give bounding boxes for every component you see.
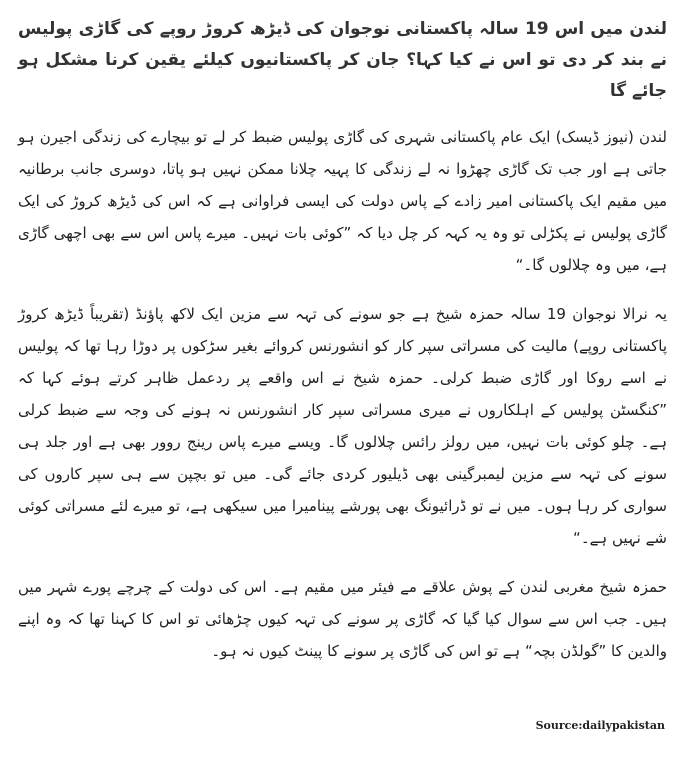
article-paragraph-3: حمزہ شیخ مغربی لندن کے پوش علاقے مے فیئر میں مقیم ہے۔ اس کی دولت کے چرچے پورے شہر میں ہیں۔ جب اس سے سوال کیا گیا کہ گاڑی پر سونے کی تہہ کیوں چڑھائی تو اس کا کہنا تھا کہ وہ اپنے والدین کا ”گولڈن بچہ“ ہے تو اس کی گاڑی پر سونے کا پینٹ کیوں نہ ہو۔ <box>18 578 667 660</box>
article-paragraph-1: لندن (نیوز ڈیسک) ایک عام پاکستانی شہری کی گاڑی پولیس ضبط کر لے تو بیچارے کی زندگی اجیرن ہو جاتی ہے اور جب تک گاڑی چھڑوا نہ لے زندگی کا پہیہ چلانا ممکن نہیں ہو پاتا، دوسری جانب برطانیہ میں مقیم ایک پاکستانی امیر زادے کے پاس دولت کی ایسی فراوانی ہے کہ اس کی ڈیڑھ کروڑ کی ایک گاڑی پولیس نے پکڑلی تو وہ یہ کہہ کر چل دیا کہ ”کوئی بات نہیں۔ میرے پاس اس سے بھی اچھی گاڑی ہے، میں وہ چلالوں گا۔“ <box>18 128 667 274</box>
source-credit: Source:dailypakistan <box>535 719 665 732</box>
article-paragraph-2: یہ نرالا نوجوان 19 سالہ حمزہ شیخ ہے جو سونے کی تہہ سے مزین ایک لاکھ پاﺅنڈ (تقریباً ڈیڑھ کروڑ پاکستانی روپے) مالیت کی مسراتی سپر کار کو انشورنس کروائے بغیر سڑکوں پر دوڑا رہا تھا کہ پولیس نے اسے روکا اور گاڑی ضبط کرلی۔ حمزہ شیخ نے اس واقعے پر ردعمل ظاہر کرتے ہوئے کہا کہ ”کنگسٹن پولیس کے اہلکاروں نے میری مسراتی سپر کار انشورنس نہ ہونے کی وجہ سے ضبط کرلی ہے۔ چلو کوئی بات نہیں، میں رولز رائس چلالوں گا۔ ویسے میرے پاس رینج روور بھی ہے اور جلد ہی سونے کی تہہ سے مزین لیمبرگینی بھی ڈیلیور کردی جائے گی۔ میں تو بچپن سے ہی سپر کاروں کی سواری کر رہا ہوں۔ میں نے تو ڈرائیونگ بھی پورشے پینامیرا میں سیکھی ہے، تو میرے لئے مسراتی کوئی شے نہیں ہے۔“ <box>18 305 668 547</box>
article <box>18 14 667 684</box>
article-headline: لندن میں اس 19 سالہ پاکستانی نوجوان کی ڈیڑھ کروڑ روپے کی گاڑی پولیس نے بند کر دی تو اس نے کیا کہا؟ جان کر پاکستانیوں کیلئے یقین کرنا مشکل ہو جائے گا <box>18 19 667 101</box>
